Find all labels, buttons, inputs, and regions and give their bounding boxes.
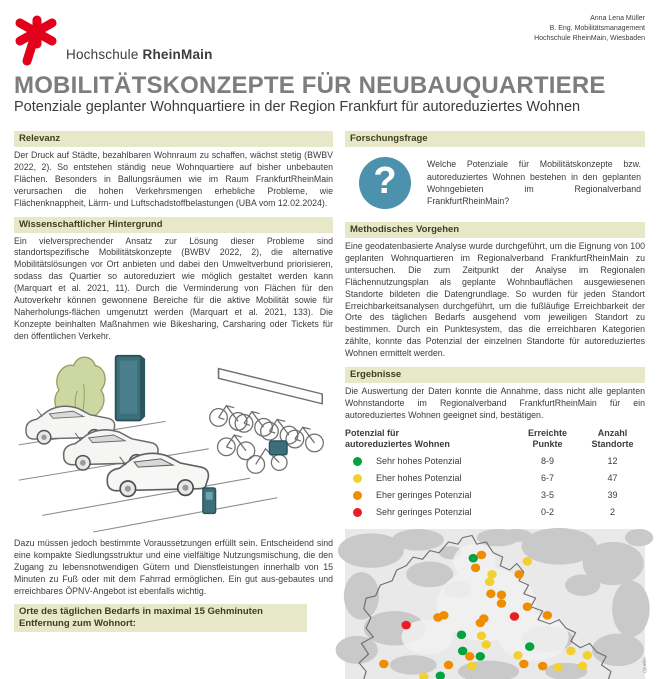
yellow-dot-icon (353, 474, 362, 483)
bike-rack-sketch (210, 369, 324, 474)
question-glyph: ? (373, 159, 397, 202)
map-site-dot-yellow (583, 651, 592, 660)
table-row (345, 487, 645, 504)
col-header-standorte: Anzahl Standorte (591, 428, 634, 449)
section-heading-hintergrund: Wissenschaftlicher Hintergrund (14, 217, 333, 233)
map-site-dot-green (525, 642, 534, 651)
map-site-dot-orange (471, 563, 480, 572)
info-stele-sketch (116, 356, 145, 421)
map-site-dot-yellow (523, 557, 532, 566)
section-relevanz (14, 131, 333, 210)
potential-table-header (345, 428, 645, 450)
section-heading-orte: Orte des täglichen Bedarfs in maximal 15 Gehminuten Entfernung zum Wohnort: (14, 604, 307, 632)
row-count: 39 (607, 490, 618, 501)
col-header-potenzial: Potenzial für autoreduziertes Wohnen (345, 428, 450, 449)
map-site-dot-yellow (566, 646, 575, 655)
row-count: 12 (607, 456, 618, 467)
section-forschungsfrage (345, 131, 645, 215)
map-site-dot-orange (379, 659, 388, 668)
map-site-dot-orange (477, 550, 486, 559)
map-site-dot-green (469, 553, 478, 562)
poster-title: MOBILITÄTSKONZEPTE FÜR NEUBAUQUARTIERE (14, 72, 606, 99)
map-site-dot-orange (476, 618, 485, 627)
row-points: 3-5 (540, 490, 554, 501)
ergebnisse-text: Die Auswertung der Daten konnte die Annahme, dass nicht alle geplanten Wohnstandorte im Regionalverband FrankfurtRheinMain für ein autoreduziertes Wohnen geeignet sind, bestätigen. (345, 386, 645, 421)
map-site-dot-orange (465, 652, 474, 661)
map-site-dot-yellow (487, 570, 496, 579)
row-label: Sehr geringes Potenzial (376, 507, 472, 518)
table-row (345, 504, 645, 521)
logo-word-regular: Hochschule (66, 47, 139, 62)
orange-dot-icon (353, 491, 362, 500)
map-site-dot-red (401, 620, 410, 629)
table-row (345, 470, 645, 487)
table-row (345, 453, 645, 470)
author-block (534, 14, 645, 44)
poster-header (14, 14, 645, 72)
map-site-dot-yellow (578, 661, 587, 670)
map-site-dot-yellow (467, 661, 476, 670)
ev-charger-sketch (203, 488, 216, 513)
section-hintergrund (14, 217, 333, 343)
section-methodik (345, 222, 645, 360)
left-column (14, 131, 333, 659)
logo-wordmark (66, 47, 213, 66)
question-mark-icon (359, 157, 411, 209)
relevanz-text: Der Druck auf Städte, bezahlbaren Wohnraum zu schaffen, wächst stetig (BWBV 2022, 2). So entstehen ständig neue Wohnquartiere auf bisher unbebauten Flächen. Besonders in Ballungsräumen wie im Raum FrankfurtRheinMain verursachen die hohen Verkehrsmengen erhebliche Probleme, wie Flächenknappheit, Lärm- und Luftschadstoffbelastungen (UBA vom 12.02.2024). (14, 149, 333, 208)
row-points: 6-7 (540, 473, 554, 484)
section-heading-relevanz: Relevanz (14, 131, 333, 147)
map-site-dot-orange (486, 589, 495, 598)
row-label: Eher geringes Potenzial (376, 490, 472, 501)
row-label: Sehr hohes Potenzial (376, 456, 462, 467)
map-site-dot-orange (439, 611, 448, 620)
author-degree: B. Eng. Mobilitätsmanagement (549, 25, 645, 33)
row-points: 8-9 (540, 456, 554, 467)
region-map-svg (345, 529, 645, 679)
methodik-text: Eine geodatenbasierte Analyse wurde durchgeführt, um die Eignung von 100 geplanten Wohnquartieren im Regionalverband FrankfurtRheinMain zu untersuchen. Die zum Zeitpunkt der Analyse im Regionalen Flächennutzungsplan als geplante Wohnbauflächen ausgewiesenen Standorte bildeten die Datengrundlage. So wurden für jeden Standort Erreichbarkeitsanalysen durchgeführt, um die fußläufige Erreichbarkeit der Orte des täglichen Bedarfs ausgehend vom jeweiligen Standort zu bestimmen. Durch ein Punktesystem, das die erreichbaren Kategorien zählte, konnte das Potenzial der einzelnen Standorte für autoreduziertes Wohnen ermittelt werden. (345, 240, 645, 359)
row-count: 47 (607, 473, 618, 484)
map-site-dot-yellow (553, 662, 562, 671)
map-site-dot-red (510, 612, 519, 621)
map-source-note: (Quelle: (642, 656, 647, 673)
map-site-dot-orange (538, 661, 547, 670)
hintergrund-text: Ein vielversprechender Ansatz zur Lösung dieser Probleme sind standortspezifische Mobilitätskonzepte (BWBV 2022, 2), die alternative Mobilitätslösungen vor Ort anbieten und dabei den Umweltverbund priorisieren, sodass das Quartier so autoreduziert wie möglich gestaltet werden kann (Marquart et al. 2021, 11). Durch die Verminderung von Flächen für den Autoverkehr können gewonnene Bereiche für die aktive Mobilität sowie für Naherholungs-flächen umgenutzt werden (Marquart et al. 2021, 133). Die Konzepte beinhalten Maßnahmen wie Bikesharing, Carsharing oder Tickets für den öffentlichen Verkehr. (14, 235, 333, 342)
content-columns (14, 131, 647, 673)
map-site-dot-orange (497, 599, 506, 608)
author-institution: Hochschule RheinMain, Wiesbaden (534, 35, 645, 43)
mobility-hub-illustration (14, 347, 333, 533)
map-site-dot-yellow (485, 577, 494, 586)
map-site-dot-yellow (481, 640, 490, 649)
section-heading-ergebnisse: Ergebnisse (345, 367, 645, 383)
hsrm-logo (14, 14, 213, 66)
green-dot-icon (353, 457, 362, 466)
hsrm-star-icon (14, 14, 60, 66)
logo-word-bold: RheinMain (142, 47, 213, 62)
map-site-dot-orange (497, 590, 506, 599)
map-site-dot-green (476, 652, 485, 661)
map-site-dot-orange (519, 659, 528, 668)
map-site-dot-orange (543, 611, 552, 620)
section-heading-methodik: Methodisches Vorgehen (345, 222, 645, 238)
mobility-hub-sketch (14, 347, 333, 533)
map-site-dot-orange (514, 570, 523, 579)
map-site-dot-green (457, 630, 466, 639)
potential-table (345, 428, 645, 521)
map-site-dot-yellow (477, 631, 486, 640)
voraussetzungen-text: Dazu müssen jedoch bestimmte Voraussetzungen erfüllt sein. Entscheidend sind eine kompakte Siedlungsstruktur und eine vielfältige Nutzungsmischung, die den Zugang zu lebensnotwendigen Gütern und Dienstleistungen innerhalb von 15 Minuten zu Fuß oder mit dem Fahrrad ermöglichen. Ein gut aus-gebautes und erreichbares ÖPNV-Angebot ist ebenfalls wichtig. (14, 538, 333, 596)
poster-subtitle: Potenziale geplanter Wohnquartiere in der Region Frankfurt für autoreduziertes Wohnen (14, 99, 581, 115)
region-map (345, 529, 645, 679)
author-name: Anna Lena Müller (590, 15, 645, 22)
map-site-dot-yellow (513, 651, 522, 660)
row-points: 0-2 (540, 507, 554, 518)
forschungsfrage-row (345, 147, 645, 215)
section-ergebnisse (345, 367, 645, 422)
right-column (345, 131, 647, 673)
forschungsfrage-text: Welche Potenziale für Mobilitätskonzepte bzw. autoreduziertes Wohnen bestehen in den geplanten Wohngebieten im Regionalverband FrankfurtRheinMain? (427, 159, 641, 207)
row-label: Eher hohes Potenzial (376, 473, 462, 484)
map-site-dot-orange (444, 660, 453, 669)
red-dot-icon (353, 508, 362, 517)
col-header-punkte: Erreichte Punkte (527, 428, 568, 449)
row-count: 2 (609, 507, 615, 518)
map-site-dot-orange (523, 602, 532, 611)
section-heading-forschungsfrage: Forschungsfrage (345, 131, 645, 147)
